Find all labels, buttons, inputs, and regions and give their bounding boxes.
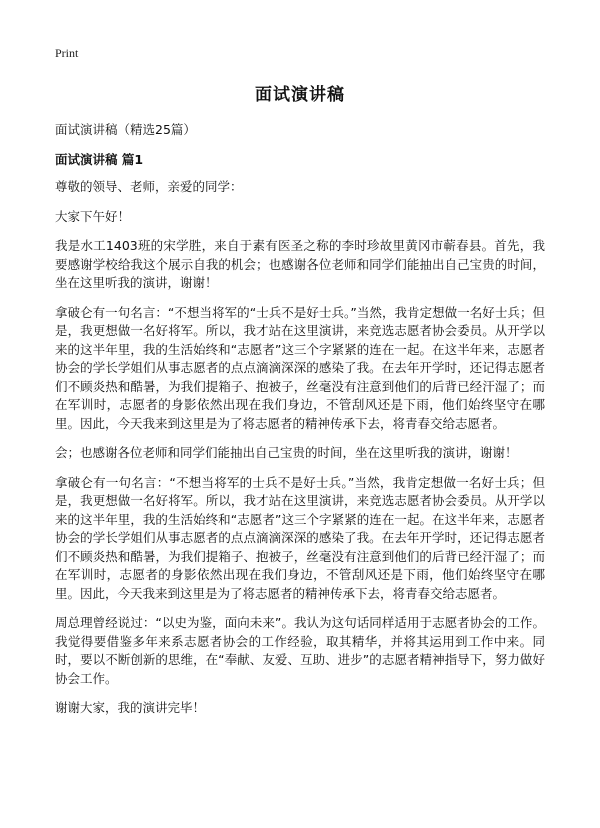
paragraph-napoleon-1: 拿破仑有一句名言：“不想当将军的“士兵不是好士兵。”当然，我肯定想做一名好士兵；但是，我更想做一名好将军。所以，我才站在这里演讲，来竞选志愿者协会委员。从开学以来的这半年里，我的生活始终和“志愿者”这三个字紧紧的连在一起。在这半年来，志愿者协会的学长学姐们从事志愿者的点点滴滴深深的感染了我。在去年开学时，还记得志愿者们不顾炎热和酷暑，为我们提箱子、抱被子，丝毫没有注意到他们的后背已经汗湿了；而在军训时，志愿者的身影依然出现在我们身边，不管刮风还是下雨，他们始终坚守在哪里。因此，今天我来到这里是为了将志愿者的精神传承下去，将青春交给志愿者。 bbox=[55, 304, 545, 431]
paragraph-zhou-quote: 周总理曾经说过：“以史为鉴，面向未来”。我认为这句话同样适用于志愿者协会的工作。我觉得要借鉴多年来系志愿者协会的工作经验，取其精华，并将其运用到工作中来。同时，要以不断创新的思维，在“奉献、友爱、互助、进步”的志愿者精神指导下，努力做好协会工作。 bbox=[55, 615, 545, 686]
paragraph-introduction: 我是水工1403班的宋学胜，来自于素有医圣之称的李时珍故里黄冈市蕲春县。首先，我要感谢学校给我这个展示自我的机会；也感谢各位老师和同学们能抽出自己宝贵的时间，坐在这里听我的演讲，谢谢！ bbox=[55, 238, 545, 290]
print-link[interactable]: Print bbox=[55, 46, 79, 60]
paragraph-thanks: 会；也感谢各位老师和同学们能抽出自己宝贵的时间，坐在这里听我的演讲，谢谢！ bbox=[55, 445, 518, 460]
paragraph-greeting: 尊敬的领导、老师，亲爱的同学： bbox=[55, 179, 243, 194]
section-heading: 面试演讲稿 篇1 bbox=[55, 152, 144, 167]
paragraph-salutation: 大家下午好！ bbox=[55, 208, 131, 224]
document-title: 面试演讲稿 bbox=[255, 85, 345, 105]
document-body bbox=[55, 178, 545, 729]
paragraph-napoleon-2: 拿破仑有一句名言：“不想当将军的士兵不是好士兵。”当然，我肯定想做一名好士兵；但是，我更想做一名好将军。所以，我才站在这里演讲，来竞选志愿者协会委员。从开学以来的这半年里，我的生活始终和“志愿者”这三个字紧紧的连在一起。在这半年来，志愿者协会的学长学姐们从事志愿者的点点滴滴深深的感染了我。在去年开学时，还记得志愿者们不顾炎热和酷暑，为我们提箱子、抱被子，丝毫没有注意到他们的后背已经汗湿了；而在军训时，志愿者的身影依然出现在我们身边，不管刮风还是下雨，他们始终坚守在哪里。因此，今天我来到这里是为了将志愿者的精神传承下去，将青春交给志愿者。 bbox=[55, 474, 545, 601]
document-subtitle: 面试演讲稿（精选25篇） bbox=[55, 122, 196, 137]
paragraph-closing: 谢谢大家，我的演讲完毕！ bbox=[55, 700, 206, 715]
